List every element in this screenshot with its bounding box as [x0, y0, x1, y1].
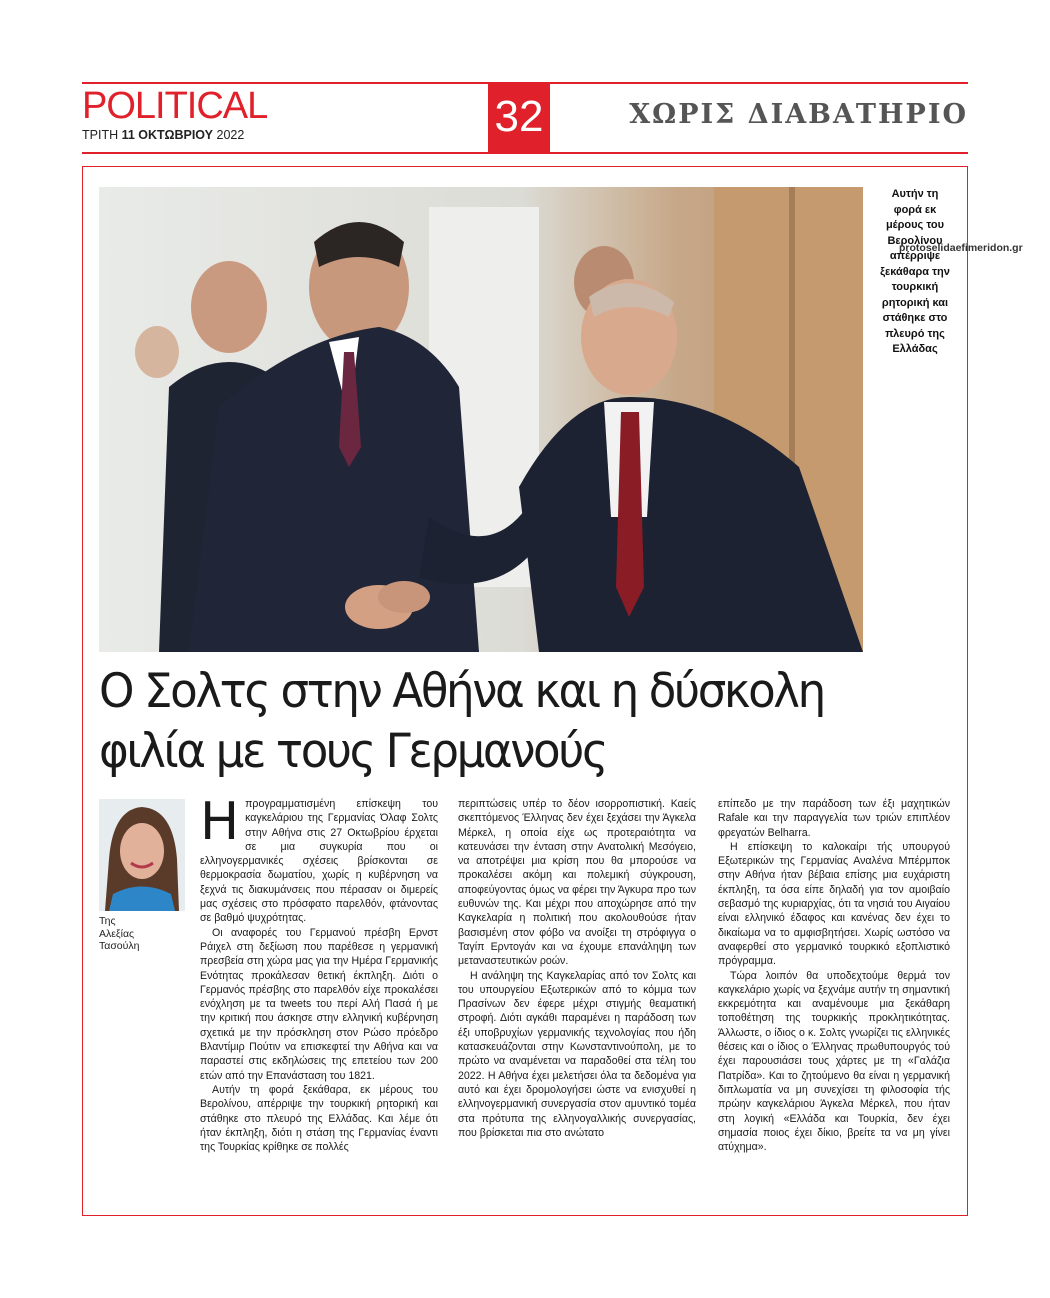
author-photo [99, 799, 185, 911]
column-2 [458, 797, 696, 1140]
headline [99, 662, 915, 782]
paragraph-2: Οι αναφορές του Γερμανού πρέσβη Ερνστ Ράιχελ στη δεξίωση που παρέθεσε η γερμανική πρεσβεία στη χώρα μας για την Ημέρα Γερμανικής Ενότητας προκάλεσαν θετική έκπληξη. Διότι ο Γερμανός πρέσβης στο παρελθόν είχε προκαλέσει ενόχληση με τα tweets του περί Αλή Πασά ή με την κριτική που άσκησε στην ελληνική κυβέρνηση σχετικά με την πρόσκληση στον Ρώσο πρόεδρο Βλαντίμιρ Πούτιν να επισκεφτεί την Αθήνα και να παραστεί στις εκδηλώσεις της επετείου των 200 ετών από την Επανάσταση του 1821. [200, 926, 438, 1082]
author-caption [99, 915, 185, 953]
paragraph-5: Η ανάληψη της Καγκελαρίας από τον Σολτς και του υπουργείου Εξωτερικών από το κόμμα των Πρασίνων δεν έφερε μέχρι στιγμής θεαματική στροφή. Διότι αγκάθι παραμένει η παράδοση των έξι υποβρυχίων γερμανικής τεχνολογίας που ήδη κατασκευάζονται στην Κωνσταντινούπολη, με το πρώτο να αναμένεται να παραδοθεί στα τέλη του 2022. Η Αθήνα έχει μελετήσει όλα τα δεδομένα για αυτό και έχει δρομολογήσει ώστε να ενισχυθεί η ελληνογερμανική συνεργασία στον αμυντικό τομέα στα πρότυπα της ελληνογαλλικής συνεργασίας, που βρίσκεται πια στο ανώτατο [458, 969, 696, 1139]
header-rule-bottom [82, 152, 968, 154]
paragraph-1 [200, 792, 438, 926]
column-1 [200, 792, 438, 1154]
paragraph-6: επίπεδο με την παράδοση των έξι μαχητικών Rafale και την παραγγελία των τριών επιπλέον φρεγατών Belharra. [718, 798, 950, 839]
author-caption-line-1: Της [99, 915, 116, 927]
dateline-date: 11 ΟΚΤΩΒΡΙΟΥ [121, 128, 214, 142]
headline-line-2: φιλία με τους Γερμανούς [99, 724, 607, 779]
paragraph-8: Τώρα λοιπόν θα υποδεχτούμε θερμά τον καγκελάριο χωρίς να ξεχνάμε αυτήν τη σημαντική εκκρεμότητα και αναμένουμε μια ξεκάθαρη τοποθέτηση της τουρκικής προκλητικότητας. Άλλωστε, ο ίδιος ο κ. Σολτς γνωρίζει τις ελληνικές θέσεις και ο ίδιος ο Έλληνας πρωθυπουργός τού έχει παρουσιάσει τους χάρτες με τη «Γαλάζια Πατρίδα». Και το ζητούμενο θα είναι η γερμανική διπλωματία να μη συνεχίσει τη φιλοσοφία τής πρώην καγκελάριου Άγκελα Μέρκελ, που ήταν στη λογική «Ελλάδα και Τουρκία, δεν έχει σημασία ποιος έχει δίκιο, βρείτε τα να μη γίνει ατύχημα». [718, 969, 950, 1154]
section-title: ΧΩΡΙΣ ΔΙΑΒΑΤΗΡΙΟ [629, 99, 968, 130]
main-photo [99, 187, 863, 652]
paragraph-3: Αυτήν τη φορά ξεκάθαρα, εκ μέρους του Βερολίνου, απέρριψε την τουρκική ρητορική και στάθηκε στο πλευρό της Ελλάδας. Και λέμε ότι ήταν έκπληξη, διότι η στάση της Γερμανίας έναντι της Τουρκίας κρίθηκε σε πολλές [200, 1083, 438, 1154]
watermark-text: protoselidaefimeridon.gr [899, 242, 1023, 254]
author-portrait-illustration [99, 799, 185, 911]
paragraph-1-text: προγραμματισμένη επίσκεψη του καγκελάριου της Γερμανίας Όλαφ Σολτς στην Αθήνα στις 27 Οκτωβρίου έρχεται σε μια συγκυρία που οι ελληνογερμανικές σχέσεις βρίσκονται σε θερμοκρασία δωματίου, χωρίς η κυβέρνηση να ξεχνά τις διακυμάνσεις που πέρασαν οι διμερείς μας σχέσεις στο πρόσφατο παρελθόν, φτάνοντας σε βαθμό ψυχρότητας. [200, 798, 438, 925]
headline-line-1: Ο Σολτς στην Αθήνα και η δύσκολη [99, 664, 824, 719]
brand-title: POLITICAL [82, 85, 268, 127]
column-3 [718, 797, 950, 1154]
dateline-year: 2022 [216, 128, 245, 142]
handshake-photo-illustration [99, 187, 863, 652]
page-number: 32 [494, 92, 544, 141]
dateline-weekday: ΤΡΙΤΗ [82, 128, 119, 142]
dateline [82, 128, 244, 142]
paragraph-4: περιπτώσεις υπέρ το δέον ισορροπιστική. Καείς σκεπτόμενος Έλληνας δεν έχει ξεχάσει την Άγκελα Μέρκελ, η οποία είχε ως προτεραιότητα να κατευνάσει την ένταση στην Ανατολική Μεσόγειο, να αποτρέψει μια κρίση που θα μπορούσε να προκαλέσει ακόμη και πολεμική σύγκρουση, αποφεύγοντας όμως να φέρει την Άγκυρα προ των ευθυνών της. Και μέχρι που αποχώρησε από την Καγκελαρία η πολιτική που ακολουθούσε ήταν βασισμένη στον φόβο να ανοίξει τη στρόφιγγα ο Ταγίπ Ερντογάν και να έχουμε επανάληψη των μεταναστευτικών ροών. [458, 798, 696, 968]
dropcap: Η [200, 792, 240, 852]
author-caption-line-2: Αλεξίας [99, 927, 135, 940]
paragraph-7: Η επίσκεψη το καλοκαίρι τής υπουργού Εξωτερικών της Γερμανίας Αναλένα Μπέρμποκ στην Αθήνα ήταν βέβαια επίσης μια ευχάριστη έκπληξη, τα όσα είπε δηλαδή για τον αμοιβαίο σεβασμό της κυριαρχίας, ότι τα νησιά του Αιγαίου είναι ελληνικό έδαφος και κανένας δεν έχει το δικαίωμα να το αμφισβητήσει. Χωρίς ωστόσο να αναφερθεί στο γερμανικό τουρκικό εξοπλιστικό πρόγραμμα. [718, 840, 950, 968]
author-caption-line-3: Τασούλη [99, 940, 140, 952]
photo-caption: Αυτήν τη φορά εκ μέρους του Βερολίνου απέρριψε ξεκάθαρα την τουρκική ρητορική και στάθηκε στο πλευρό της Ελλάδας [880, 188, 950, 355]
